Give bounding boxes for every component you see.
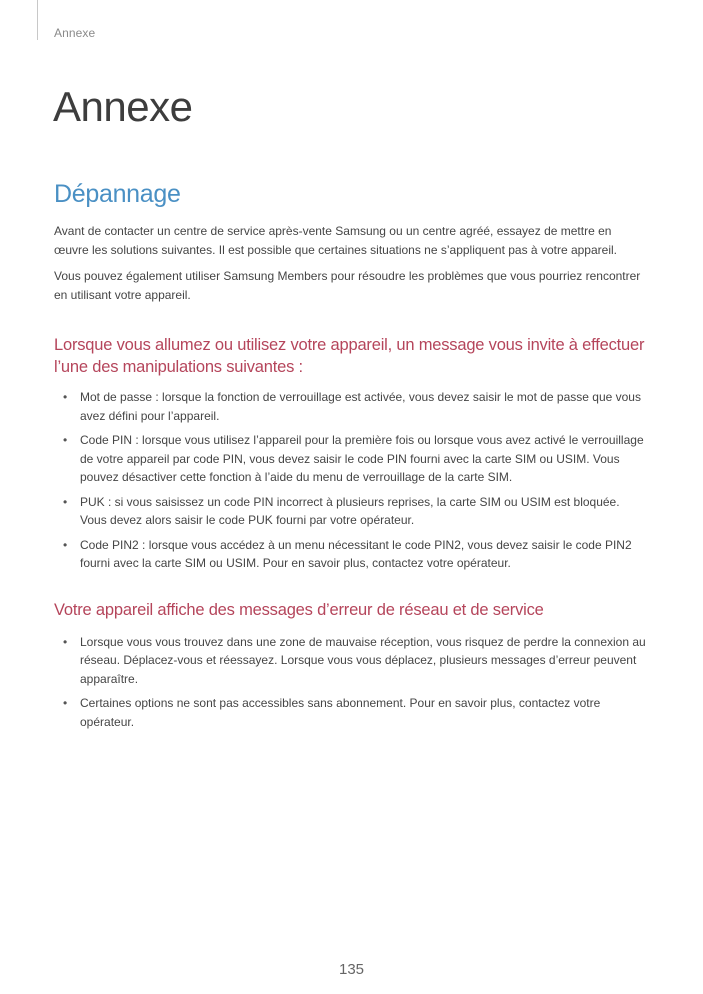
bullet-icon: • [63,433,68,447]
bullet-icon: • [63,494,68,509]
list-item-text: Code PIN : lorsque vous utilisez l’appareil pour la première fois ou lorsque vous avez activé le verrouillage de votre appareil par code PIN, vous devez saisir le code PIN fourni avec la carte SIM ou USIM. Vous pouvez désactiver cette fonction à l’aide du menu de verrouillage de la carte SIM. [80,433,644,484]
list-item [54,633,646,689]
list-item [54,536,646,573]
bullet-icon: • [63,634,68,649]
list-item [54,388,646,425]
subsection-title-pin-prompts: Lorsque vous allumez ou utilisez votre appareil, un message vous invite à effectuer l’une des manipulations suivantes : [54,336,645,376]
samsung-members-paragraph: Vous pouvez également utiliser Samsung Members pour résoudre les problèmes que vous pourriez rencontrer en utilisant votre appareil. [54,269,641,302]
subsection-title-network-errors: Votre appareil affiche des messages d’erreur de réseau et de service [54,600,544,619]
intro-paragraph: Avant de contacter un centre de service après-vente Samsung ou un centre agréé, essayez de mettre en œuvre les solutions suivantes. Il est possible que certaines situations ne s’appliquent pas à votre appareil. [54,224,617,257]
list-item [54,431,646,487]
page-content [54,178,646,737]
header-margin-rule [37,0,38,40]
bullet-icon: • [63,696,68,710]
list-item [54,493,646,530]
page-title: Annexe [53,83,193,130]
list-item-text: Certaines options ne sont pas accessibles sans abonnement. Pour en savoir plus, contactez votre opérateur. [80,696,601,729]
page-number: 135 [338,961,365,978]
network-errors-list [54,633,646,732]
list-item-text: Lorsque vous vous trouvez dans une zone de mauvaise réception, vous risquez de perdre la connexion au réseau. Déplacez-vous et réessayez. Lorsque vous vous déplacez, plusieurs messages d’erreur peuvent apparaître. [80,634,646,686]
list-item [54,694,646,731]
bullet-icon: • [63,390,68,404]
list-item-text: PUK : si vous saisissez un code PIN incorrect à plusieurs reprises, la carte SIM ou USIM est bloquée. Vous devez alors saisir le code PUK fourni par votre opérateur. [80,494,620,527]
bullet-icon: • [63,537,68,552]
list-item-text: Code PIN2 : lorsque vous accédez à un menu nécessitant le code PIN2, vous devez saisir le code PIN2 fourni avec la carte SIM ou USIM. Pour en savoir plus, contactez votre opérateur. [80,537,632,570]
pin-prompts-list [54,388,646,573]
section-title: Dépannage [54,180,181,208]
running-header: Annexe [54,26,96,40]
list-item-text: Mot de passe : lorsque la fonction de verrouillage est activée, vous devez saisir le mot de passe que vous avez défini pour l’appareil. [80,390,641,423]
